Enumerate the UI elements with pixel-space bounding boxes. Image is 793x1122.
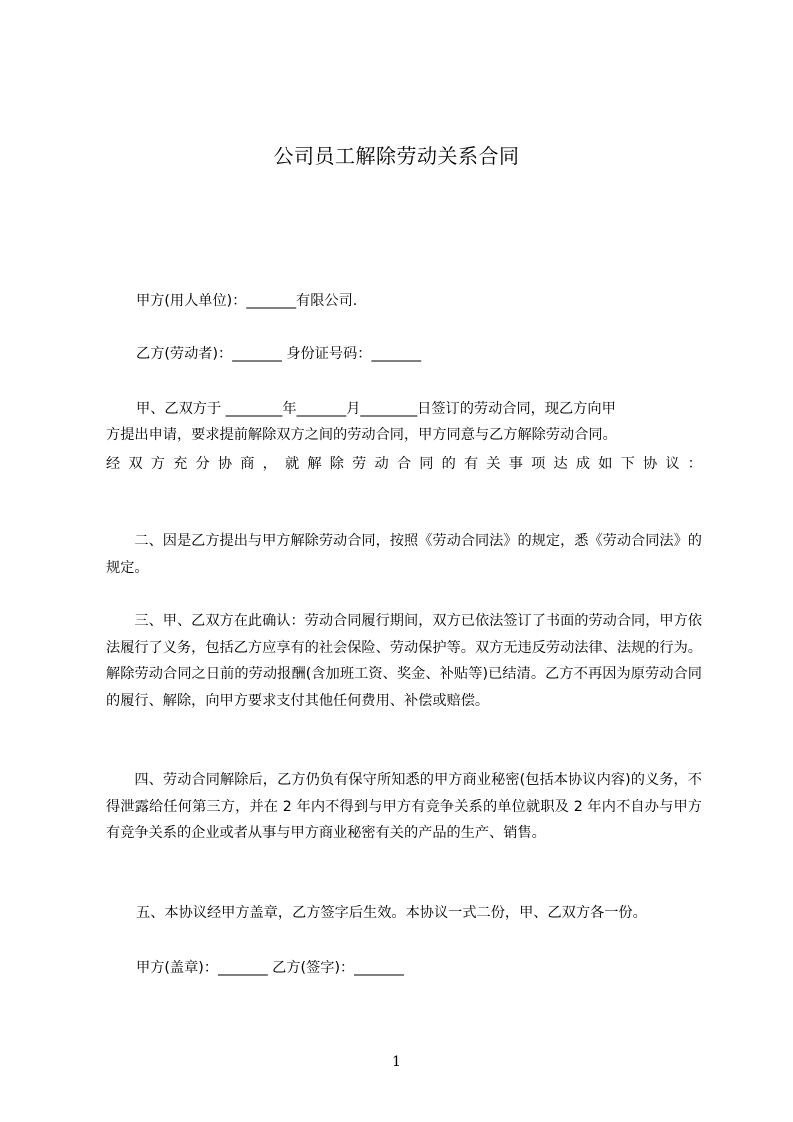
party-b-line: 乙方(劳动者)：_______ 身份证号码：_______ (136, 346, 422, 362)
intro-line-3-char: 下 (620, 456, 635, 472)
clause-3: 三、甲、乙双方在此确认：劳动合同履行期间，双方已依法签订了书面的劳动合同，甲方依法履行了义务，包括乙方应享有的社会保险、劳动保护等。双方无违反劳动法律、法规的行为。解除劳动合同之日前的劳动报酬(含加班工资、奖金、补贴等)已结清。乙方不再因为原劳动合同的履行、解除，向甲方要求支付其他任何费用、补偿或赔偿。 (106, 613, 702, 709)
page-number: 1 (392, 1054, 401, 1070)
document-title: 公司员工解除劳动关系合同 (273, 144, 520, 168)
intro-line-3-char: 除 (329, 456, 344, 472)
intro-line-3-char: 经 (106, 456, 121, 472)
intro-line-3-char: 解 (307, 456, 322, 472)
intro-line-3 (106, 451, 702, 477)
intro-line-3-char: 事 (508, 456, 523, 472)
intro-line-3-char: 方 (150, 456, 165, 472)
intro-line-1: 甲、乙双方于 ________年_______月________日签订的劳动合同，现乙方向甲 (136, 401, 616, 417)
intro-line-3-char: 协 (217, 456, 233, 472)
intro-line-3-char: 充 (173, 456, 188, 472)
intro-line-3-char: ： (687, 456, 702, 472)
intro-line-3-char: 就 (285, 456, 300, 472)
intro-line-3-char: 商 (240, 456, 255, 472)
intro-line-3-char: 动 (374, 456, 389, 472)
clause-5: 五、本协议经甲方盖章，乙方签字后生效。本协议一式二份，甲、乙双方各一份。 (136, 905, 647, 921)
intro-line-3-char: 的 (441, 456, 456, 472)
intro-line-3-char: 双 (128, 456, 143, 472)
intro-line-3-char: 议 (665, 456, 680, 472)
intro-line-3-char: 分 (195, 456, 210, 472)
intro-line-3-char: 同 (419, 456, 434, 472)
clause-4: 四、劳动合同解除后，乙方仍负有保守所知悉的甲方商业秘密(包括本协议内容)的义务，不得泄露给任何第三方，并在 2 年内不得到与甲方有竞争关系的单位就职及 2 年内不自办与甲方有竞争关系的企业或者从事与甲方商业秘密有关的产品的生产、销售。 (106, 772, 702, 841)
intro-line-2: 方提出申请，要求提前解除双方之间的劳动合同，甲方同意与乙方解除劳动合同。 (106, 427, 617, 443)
intro-line-3-char: 成 (575, 456, 591, 472)
intro-line-3-char: 如 (598, 456, 613, 472)
intro-line-3-char: ， (262, 456, 277, 472)
intro-line-3-char: 关 (486, 456, 501, 472)
intro-line-3-char: 达 (553, 456, 568, 472)
intro-line-3-char: 有 (464, 456, 479, 472)
signature-line: 甲方(盖章)：_______ 乙方(签字)：_______ (136, 960, 404, 976)
clause-2: 二、因是乙方提出与甲方解除劳动合同，按照《劳动合同法》的规定，悉《劳动合同法》的规定。 (106, 533, 702, 576)
party-a-line: 甲方(用人单位)：_______有限公司. (136, 293, 358, 309)
intro-line-3-char: 项 (531, 456, 546, 472)
intro-line-3-char: 协 (643, 456, 658, 472)
intro-line-3-char: 劳 (352, 456, 367, 472)
intro-line-3-char: 合 (396, 456, 412, 472)
